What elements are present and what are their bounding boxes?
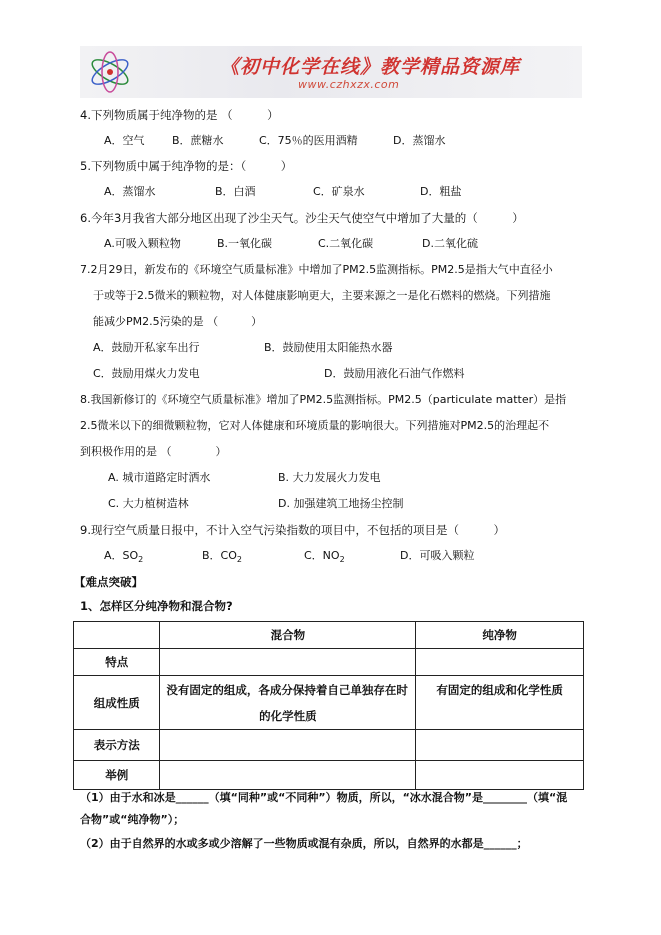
fill-line-2: 合物”或“纯净物”）；	[80, 813, 185, 826]
table-row	[74, 649, 584, 676]
q7-option-a: A．鼓励开私家车出行	[93, 341, 200, 354]
section-heading: 【难点突破】	[74, 575, 143, 589]
q6-stem: 6.今年3月我省大部分地区出现了沙尘天气。沙尘天气使空气中增加了大量的（ ）	[80, 211, 524, 225]
q5-option-b: B．白酒	[215, 185, 256, 198]
q4-option-a: A．空气	[104, 134, 145, 147]
table-header-row	[74, 622, 584, 649]
q7-line-2: 于或等于2.5微米的颗粒物，对人体健康影响更大，主要来源之一是化石燃料的燃烧。下列措施	[93, 289, 551, 302]
q9-stem: 9.现行空气质量日报中，不计入空气污染指数的项目中，不包括的项目是（ ）	[80, 523, 505, 537]
q7-option-c: C．鼓励用煤火力发电	[93, 367, 200, 380]
row-label: 组成性质	[74, 676, 160, 730]
q4-option-d: D．蒸馏水	[393, 134, 446, 147]
q5-option-d: D．粗盐	[420, 185, 462, 198]
mixture-property-line-2: 的化学性质	[259, 708, 317, 723]
banner-title: 《初中化学在线》教学精品资源库	[220, 56, 521, 78]
table-header-cell	[74, 622, 160, 649]
mixture-property-line-1: 没有固定的组成，各成分保持着自己单独存在时	[166, 682, 408, 697]
q4-option-b: B．蔗糖水	[172, 134, 224, 147]
table-row	[74, 761, 584, 790]
atom-logo-icon	[86, 50, 134, 94]
q9-option-c: C．$NO_2$	[304, 549, 345, 565]
q8-option-d: D. 加强建筑工地扬尘控制	[278, 497, 404, 510]
table-cell	[160, 761, 416, 790]
header-banner	[80, 46, 582, 98]
table-cell: 有固定的组成和化学性质	[416, 676, 584, 730]
q8-option-b: B. 大力发展火力发电	[278, 471, 381, 484]
q9-option-d: D．可吸入颗粒	[400, 549, 475, 562]
q8-line-2: 2.5微米以下的细微颗粒物，它对人体健康和环境质量的影响很大。下列措施对PM2.5的治理起不	[80, 419, 550, 432]
table-header-pure: 纯净物	[416, 622, 584, 649]
row-label: 表示方法	[74, 730, 160, 761]
table-cell	[416, 649, 584, 676]
q4-stem: 4.下列物质属于纯净物的是 （ ）	[80, 108, 279, 122]
q6-option-d: D.二氧化硫	[422, 237, 478, 250]
section-question: 1、怎样区分纯净物和混合物?	[80, 599, 233, 613]
table-row	[74, 730, 584, 761]
q7-option-b: B．鼓励使用太阳能热水器	[264, 341, 393, 354]
q6-option-c: C.二氧化碳	[318, 237, 374, 250]
row-label: 特点	[74, 649, 160, 676]
q7-line-3: 能减少PM2.5污染的是 （ ）	[93, 315, 263, 328]
q7-line-1: 7.2月29日，新发布的《环境空气质量标准》中增加了PM2.5监测指标。PM2.5是指大气中直径小	[80, 263, 553, 276]
q7-option-d: D．鼓励用液化石油气作燃料	[324, 367, 465, 380]
q5-option-a: A．蒸馏水	[104, 185, 156, 198]
q9-option-a: A．$SO_2$	[104, 549, 144, 565]
q6-option-a: A.可吸入颗粒物	[104, 237, 181, 250]
table-header-mixture: 混合物	[160, 622, 416, 649]
q9-option-b: B．$CO_2$	[202, 549, 242, 565]
fill-line-1: （1）由于水和冰是______（填“同种”或“不同种”）物质，所以，“冰水混合物”是________（填“混	[80, 791, 568, 804]
q5-option-c: C．矿泉水	[313, 185, 365, 198]
fill-line-3: （2）由于自然界的水或多或少溶解了一些物质或混有杂质，所以，自然界的水都是______；	[80, 837, 528, 850]
table-cell	[416, 730, 584, 761]
table-cell	[160, 676, 416, 730]
table-cell	[416, 761, 584, 790]
q5-stem: 5.下列物质中属于纯净物的是：（ ）	[80, 159, 293, 173]
q8-line-3: 到积极作用的是 （ ）	[80, 445, 227, 458]
q8-option-c: C. 大力植树造林	[108, 497, 189, 510]
banner-url: www.czhxzx.com	[298, 78, 400, 91]
row-label: 举例	[74, 761, 160, 790]
table-cell	[160, 649, 416, 676]
table-row	[74, 676, 584, 730]
q8-line-1: 8.我国新修订的《环境空气质量标准》增加了PM2.5监测指标。PM2.5（particulate matter）是指	[80, 393, 567, 406]
q6-option-b: B.一氧化碳	[217, 237, 273, 250]
comparison-table	[73, 621, 584, 790]
table-cell	[160, 730, 416, 761]
q4-option-c: C．75％的医用酒精	[259, 134, 358, 147]
q8-option-a: A. 城市道路定时洒水	[108, 471, 211, 484]
